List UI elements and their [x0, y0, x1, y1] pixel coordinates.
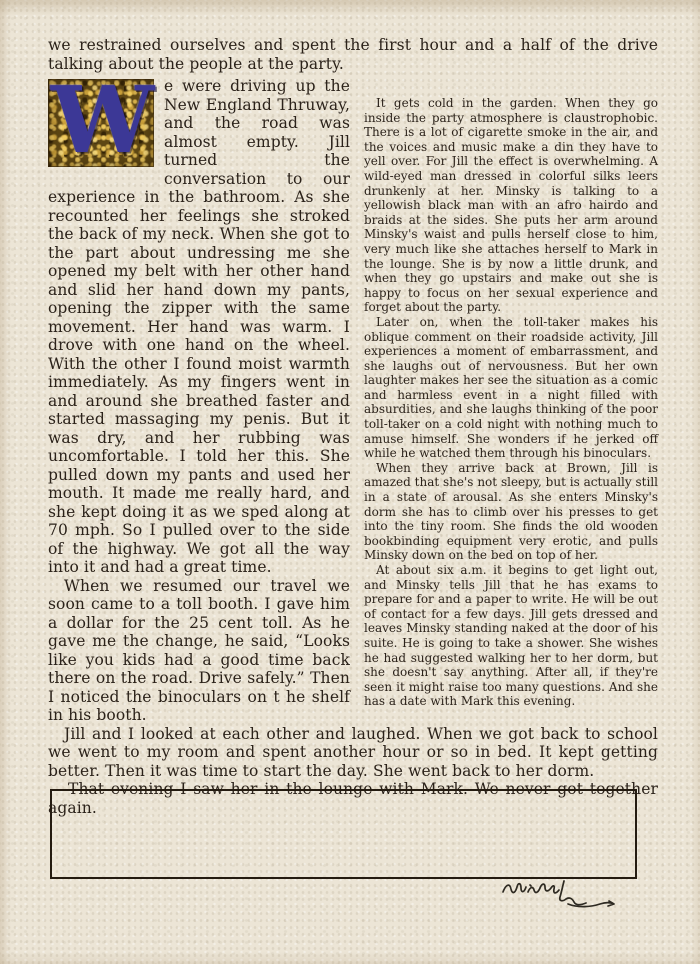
left-column-paragraph: When we resumed our travel we soon came to a toll booth. I gave him a dollar for the 25 cent toll. As he gave me the change, he said, “Looks like you kids had a good time back there on the road. Drive safely.” Then I noticed the binoculars on t he shelf in his booth. [48, 576, 350, 724]
left-column-paragraph: Jill and I looked at each other and laughed. When we got back to school we went to my room and spent another hour or so in bed. It kept getting better. Then it was time to start the day. She went back to her dorm. [48, 724, 658, 780]
closing-paragraph: That evening I saw her in the lounge with Mark. We never got together again. [48, 780, 658, 817]
caption-box [50, 789, 637, 879]
signature [498, 871, 630, 915]
right-column-paragraph: At about six a.m. it begins to get light out, and Minsky tells Jill that he has exams to prepare for and a paper to write. He will be out of contact for a few days. Jill gets dressed and leaves Minsky standing naked at the door of his suite. He is going to take a shower. She wishes he had suggested walking her to her dorm, but she doesn't say anything. After all, if they're seen it might raise too many questions. And she has a date with Mark this evening. [364, 563, 658, 709]
intro-paragraph: we restrained ourselves and spent the first hour and a half of the drive talking about the people at the party. [48, 36, 658, 73]
right-column-paragraph: Later on, when the toll-taker makes his oblique comment on their roadside activity, Jill experiences a moment of embarrassment, and she laughs out of nervousness. But her own laughter makes her see the situation as a comic and harmless event in a night filled with absurdities, and she laughs thinking of the poor toll-taker on a cold night with nothing much to amuse himself. She wonders if he jerked off while he watched them through his binoculars. [364, 314, 658, 461]
page-content [48, 36, 658, 817]
right-column [364, 96, 658, 709]
illuminated-drop-cap [48, 66, 155, 174]
right-column-paragraph: When they arrive back at Brown, Jill is amazed that she's not sleepy, but is actually still in a state of arousal. As she enters Minsky's dorm she has to climb over his presses to get into the tiny room. She finds the old wooden bookbinding equipment very erotic, and pulls Minsky down on the bed on top of her. [364, 460, 658, 563]
right-column-paragraph: It gets cold in the garden. When they go inside the party atmosphere is claustrophobic. There is a lot of cigarette smoke in the air, and the voices and music make a din they have to yell over. For Jill the effect is overwhelming. A wild-eyed man dressed in colorful silks leers drunkenly at her. Minsky is talking to a yellowish black man with an afro hairdo and braids at the sides. She puts her arm around Minsky's waist and pulls herself close to him, very much like she attaches herself to Mark in the lounge. She is by now a little drunk, and when they go upstairs and make out she is happy to focus on her sexual experience and forget about the party. [364, 96, 658, 315]
story-flow [48, 66, 658, 817]
drop-cap-letter-w: W [51, 66, 155, 174]
signature-scrawl-icon [498, 871, 630, 915]
lead-paragraph: e were driving up the New England Thruway, and the road was almost empty. Jill turned the conversation to our experience in the bathroom. As she recounted her feelings she stroked the back of my neck. When she got to the part about undressing me she opened my belt with her other hand and slid her hand down my pants, opening the zipper with the same movement. Her hand was warm. I drove with one hand on the wheel. With the other I found moist warmth immediately. As my fingers went in and around she breathed faster and started massaging my penis. But it was dry, and her rubbing was uncomfortable. I told her this. She pulled down my pants and used her mouth. It made me really hard, and she kept doing it as we sped along at 70 mph. So I pulled over to the side of the highway. We got all the way into it and had a great time. [48, 77, 350, 576]
